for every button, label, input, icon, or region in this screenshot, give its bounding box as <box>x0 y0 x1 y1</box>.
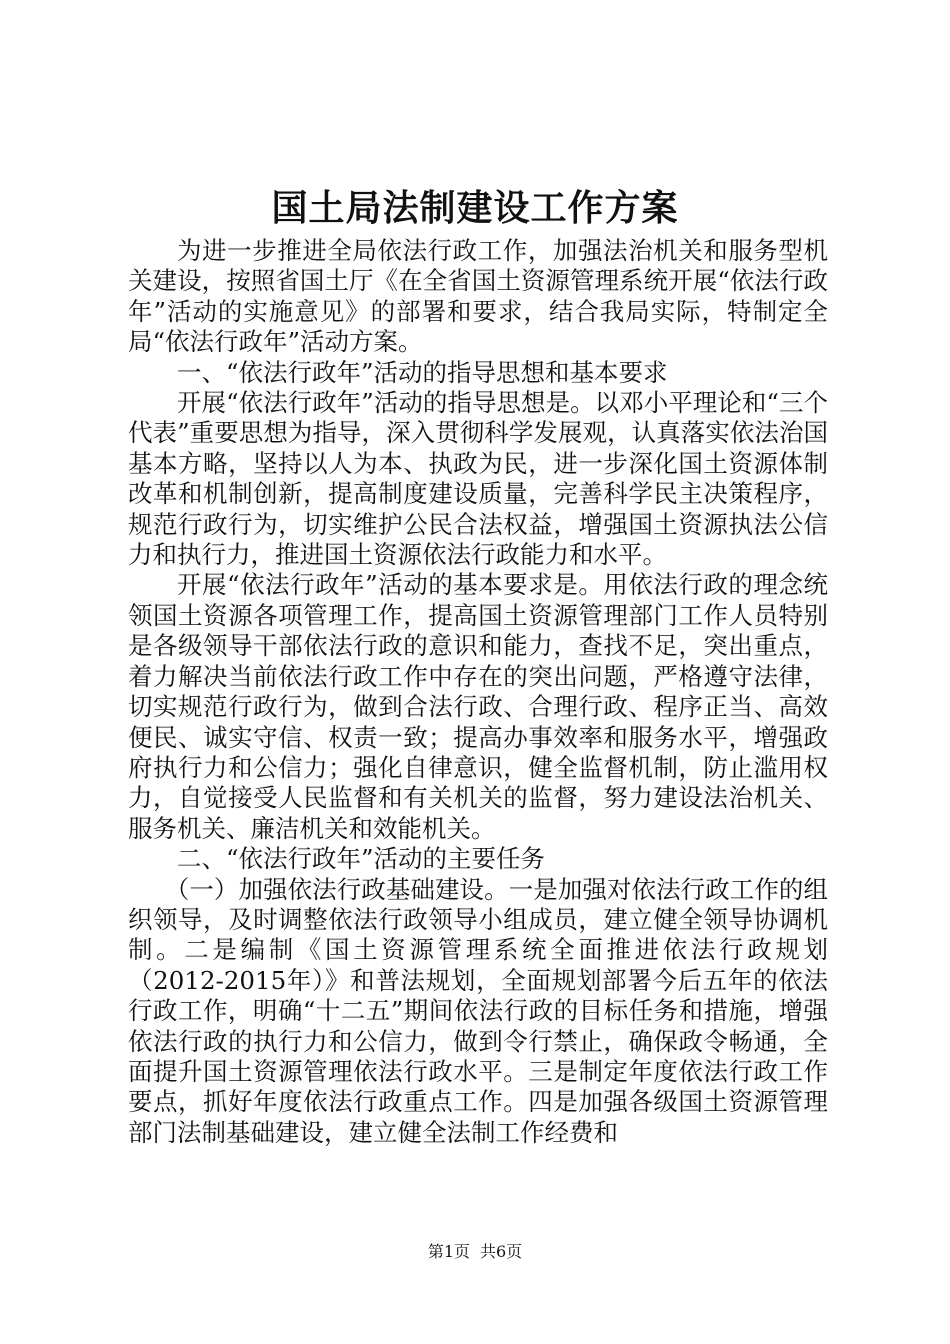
section-heading-2: 二、“依法行政年”活动的主要任务 <box>177 844 546 874</box>
section-heading-1: 一、“依法行政年”活动的指导思想和基本要求 <box>177 357 668 387</box>
guiding-principle-paragraph: 开展“依法行政年”活动的指导思想是。以邓小平理论和“三个代表”重要思想为指导，深入贯彻科学发展观，认真落实依法治国基本方略，坚持以人为本、执政为民，进一步深化国土资源体制改革和机制创新，提高制度建设质量，完善科学民主决策程序，规范行政行为，切实维护公民合法权益，增强国土资源执法公信力和执行力，推进国土资源依法行政能力和水平。 <box>128 388 828 570</box>
page-number: 第1页 <box>427 1242 470 1261</box>
task-1-paragraph: （一）加强依法行政基础建设。一是加强对依法行政工作的组织领导，及时调整依法行政领导小组成员，建立健全领导协调机制。二是编制《国土资源管理系统全面推进依法行政规划（2012-2015年）》和普法规划，全面规划部署今后五年的依法行政工作，明确“十二五”期间依法行政的目标任务和措施，增强依法行政的执行力和公信力，做到令行禁止，确保政令畅通，全面提升国土资源管理依法行政水平。三是制定年度依法行政工作要点，抓好年度依法行政重点工作。四是加强各级国土资源管理部门法制基础建设，建立健全法制工作经费和 <box>128 874 828 1147</box>
document-body <box>128 236 828 1148</box>
intro-paragraph: 为进一步推进全局依法行政工作，加强法治机关和服务型机关建设，按照省国土厅《在全省国土资源管理系统开展“依法行政年”活动的实施意见》的部署和要求，结合我局实际，特制定全局“依法行政年”活动方案。 <box>128 236 828 357</box>
page-total: 共6页 <box>480 1242 523 1261</box>
document-title: 国土局法制建设工作方案 <box>271 187 679 229</box>
page-footer <box>0 1240 950 1264</box>
basic-requirements-paragraph: 开展“依法行政年”活动的基本要求是。用依法行政的理念统领国土资源各项管理工作，提高国土资源管理部门工作人员特别是各级领导干部依法行政的意识和能力，查找不足，突出重点，着力解决当前依法行政工作中存在的突出问题，严格遵守法律，切实规范行政行为，做到合法行政、合理行政、程序正当、高效便民、诚实守信、权责一致；提高办事效率和服务水平，增强政府执行力和公信力；强化自律意识，健全监督机制，防止滥用权力，自觉接受人民监督和有关机关的监督，努力建设法治机关、服务机关、廉洁机关和效能机关。 <box>128 570 828 843</box>
